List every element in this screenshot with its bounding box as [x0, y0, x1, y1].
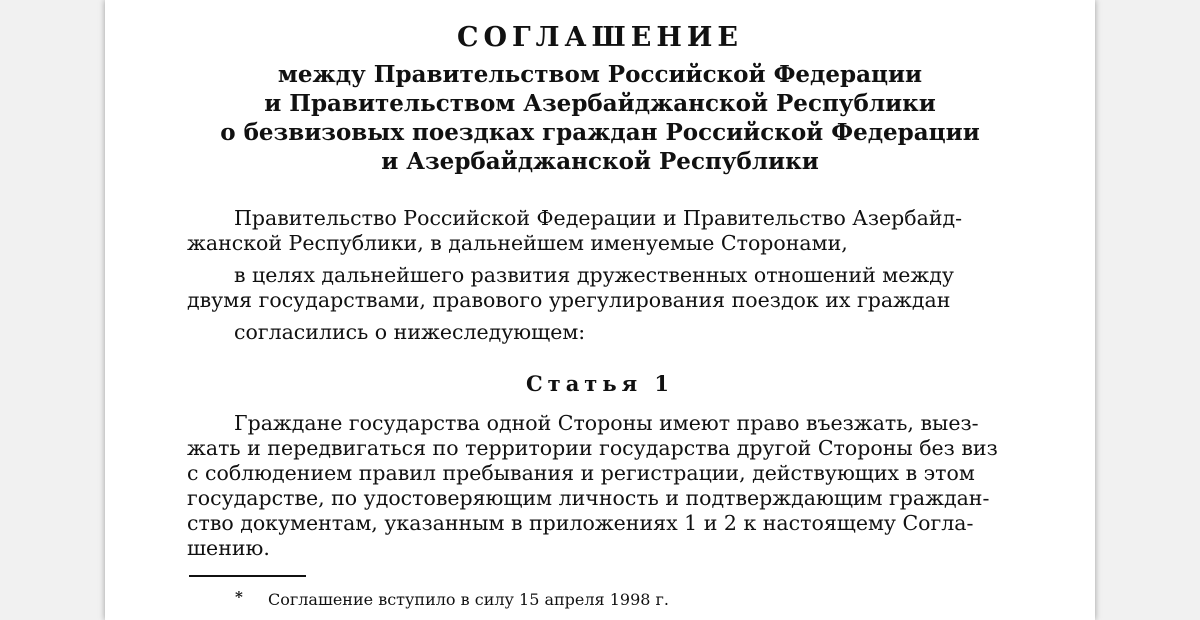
footnote-marker: *	[235, 588, 243, 606]
paragraph-line: с соблюдением правил пребывания и регистрации, действующих в этом	[187, 461, 975, 485]
subtitle-line: и Азербайджанской Республики	[381, 148, 819, 175]
paragraph-line: Граждане государства одной Стороны имеют право въезжать, выез-	[234, 411, 979, 435]
paragraph-line: шению.	[187, 536, 270, 560]
paragraph-line: согласились о нижеследующем:	[234, 320, 586, 344]
document-page	[105, 0, 1095, 620]
paragraph-line: жанской Республики, в дальнейшем именуемые Сторонами,	[187, 231, 848, 255]
subtitle-line: о безвизовых поездках граждан Российской Федерации	[220, 119, 980, 146]
document-subtitle	[105, 60, 1095, 176]
article-paragraph	[187, 411, 1009, 561]
footnote	[235, 590, 669, 610]
preamble-paragraph-2	[187, 263, 1009, 313]
paragraph-line: Правительство Российской Федерации и Правительство Азербайд-	[234, 206, 963, 230]
preamble-paragraph-3	[187, 320, 1009, 345]
subtitle-line: между Правительством Российской Федерации	[277, 61, 923, 88]
paragraph-line: жать и передвигаться по территории государства другой Стороны без виз	[187, 436, 998, 460]
paragraph-line: в целях дальнейшего развития дружественных отношений между	[234, 263, 954, 287]
paragraph-line: ство документам, указанным в приложениях 1 и 2 к настоящему Согла-	[187, 511, 974, 535]
preamble-paragraph-1	[187, 206, 1009, 256]
paragraph-line: государстве, по удостоверяющим личность и подтверждающим граждан-	[187, 486, 990, 510]
paragraph-line: двумя государствами, правового урегулирования поездок их граждан	[187, 288, 951, 312]
footnote-text: Соглашение вступило в силу 15 апреля 1998 г.	[268, 590, 669, 609]
footnote-separator	[189, 575, 306, 577]
article-heading: Статья 1	[525, 371, 675, 396]
document-title: СОГЛАШЕНИЕ	[457, 22, 743, 53]
subtitle-line: и Правительством Азербайджанской Республики	[264, 90, 936, 117]
